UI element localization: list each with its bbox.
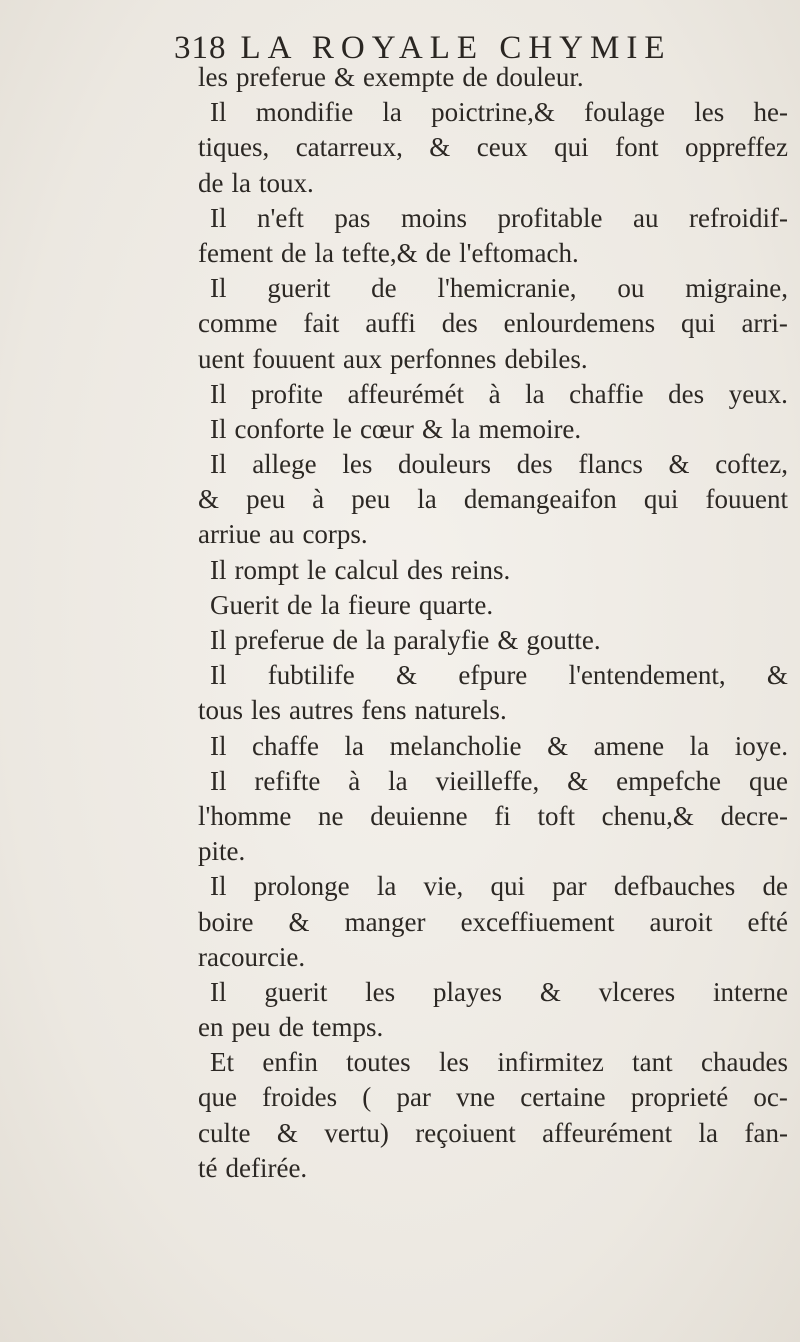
word: comme — [198, 308, 278, 339]
word: & — [396, 660, 418, 691]
word: autres — [289, 695, 354, 726]
word: ne — [318, 800, 344, 831]
word: temps. — [311, 1012, 384, 1043]
word: fieure — [347, 589, 411, 620]
word: vlceres — [598, 976, 676, 1007]
word: empefche — [616, 765, 722, 796]
word: les — [342, 449, 373, 480]
word: affeurémét — [347, 378, 465, 409]
word: la — [388, 765, 408, 796]
word: debiles. — [504, 343, 588, 374]
word: goutte. — [526, 625, 601, 655]
word: de — [462, 62, 488, 92]
word: fouuent — [705, 484, 788, 515]
word: fubtilife — [267, 660, 355, 691]
word: peu — [246, 484, 286, 515]
word: tous — [198, 695, 244, 726]
word: chaffie — [569, 378, 644, 409]
word: tefte,& — [341, 237, 418, 268]
word: deuienne — [370, 800, 468, 831]
word: conforte — [234, 413, 325, 444]
word: allege — [252, 449, 317, 480]
word: des — [668, 378, 705, 409]
word: fens — [361, 695, 407, 726]
word: les — [439, 1047, 470, 1078]
word: l'homme — [198, 800, 292, 831]
word: qui — [554, 132, 589, 163]
text-line — [198, 693, 788, 728]
word: poictrine,& — [431, 97, 555, 128]
text-line — [198, 623, 788, 658]
word: corps. — [302, 519, 368, 550]
word: flancs — [578, 449, 643, 480]
word: douleurs — [398, 449, 492, 480]
word: ceux — [476, 132, 528, 163]
text-line — [198, 130, 788, 165]
page-number: 318 — [174, 30, 227, 66]
word: la — [376, 871, 397, 902]
word: tiques, — [198, 132, 270, 163]
text-line — [198, 271, 788, 306]
word: la — [417, 484, 437, 515]
word: toutes — [346, 1047, 411, 1078]
word: arri- — [741, 308, 788, 339]
word: de — [198, 167, 224, 198]
word: uent — [198, 343, 245, 374]
word: chaudes — [701, 1047, 788, 1078]
word: mondifie — [255, 97, 354, 128]
word: & — [429, 132, 451, 163]
text-line — [198, 482, 788, 517]
word: Il — [210, 273, 227, 304]
word: chenu,& — [601, 800, 694, 831]
word: boire — [198, 906, 254, 937]
word: de — [278, 1012, 304, 1043]
word: Et — [210, 1047, 234, 1078]
word: le — [307, 554, 327, 585]
word: au — [268, 519, 295, 550]
word: auffi — [365, 308, 416, 339]
text-line — [198, 834, 788, 869]
word: refroidif- — [689, 202, 788, 233]
word: les — [694, 97, 725, 128]
word: reçoiuent — [415, 1117, 516, 1148]
word: qui — [490, 871, 525, 902]
word: toux. — [258, 167, 314, 198]
text-line — [198, 1045, 788, 1080]
word: rompt — [234, 554, 299, 585]
word: la — [344, 730, 365, 761]
word: de — [332, 625, 358, 655]
word: vie, — [423, 871, 464, 902]
word: interne — [713, 976, 788, 1007]
text-line — [198, 975, 788, 1010]
word: à — [488, 378, 501, 409]
word: yeux. — [728, 378, 788, 409]
word: vieilleffe, — [435, 765, 540, 796]
text-line — [198, 517, 788, 552]
word: froides — [262, 1082, 338, 1113]
word: par — [396, 1082, 431, 1113]
text-line — [198, 869, 788, 904]
word: de — [762, 871, 788, 902]
text-line — [198, 764, 788, 799]
word: efté — [747, 906, 788, 937]
word: affeurément — [542, 1117, 673, 1148]
word: guerit — [267, 273, 331, 304]
word: Il — [210, 413, 227, 444]
word: Il — [210, 871, 227, 902]
word: douleur. — [495, 62, 584, 92]
word: demangeaifon — [463, 484, 617, 515]
word: des — [406, 554, 443, 585]
word: l'hemicranie, — [437, 273, 577, 304]
word: fouuent — [252, 343, 335, 374]
word: Il — [210, 625, 227, 655]
word: amene — [593, 730, 665, 761]
word: fi — [494, 800, 511, 831]
word: les — [365, 976, 396, 1007]
word: paralyfie — [393, 625, 490, 655]
word: & — [198, 484, 220, 515]
word: perfonnes — [389, 343, 497, 374]
text-line — [198, 729, 788, 764]
word: manger — [344, 906, 426, 937]
text-line — [198, 95, 788, 130]
word: culte — [198, 1117, 251, 1148]
body-text — [198, 60, 788, 1186]
word: & — [288, 906, 310, 937]
word: & — [497, 625, 519, 655]
word: foulage — [584, 97, 666, 128]
word: des — [441, 308, 478, 339]
word: prolonge — [253, 871, 350, 902]
word: la — [314, 237, 334, 268]
word: fan- — [744, 1117, 788, 1148]
word: par — [552, 871, 587, 902]
text-line — [198, 905, 788, 940]
word: la — [689, 730, 710, 761]
word: n'eft — [257, 202, 304, 233]
word: enlourdemens — [503, 308, 656, 339]
word: & — [333, 62, 355, 92]
word: l'entendement, — [568, 660, 726, 691]
word: cœur — [359, 413, 414, 444]
word: Il — [210, 202, 227, 233]
word: au — [632, 202, 659, 233]
text-line — [198, 60, 788, 95]
word: & — [421, 413, 443, 444]
word: Il — [210, 554, 227, 585]
word: infirmitez — [497, 1047, 604, 1078]
word: profitable — [497, 202, 603, 233]
word: les — [251, 695, 282, 726]
text-line — [198, 306, 788, 341]
word: que — [748, 765, 788, 796]
text-line — [198, 1010, 788, 1045]
word: tant — [632, 1047, 673, 1078]
word: coftez, — [715, 449, 788, 480]
word: la — [698, 1117, 719, 1148]
word: calcul — [334, 554, 399, 585]
word: & — [539, 976, 561, 1007]
word: catarreux, — [295, 132, 403, 163]
word: pas — [334, 202, 371, 233]
word: racourcie. — [198, 941, 306, 972]
word: oppreffez — [685, 132, 788, 163]
word: defbauches — [613, 871, 736, 902]
word: profite — [251, 378, 324, 409]
word: Il — [210, 765, 227, 796]
text-line — [198, 553, 788, 588]
word: preferue — [234, 625, 325, 655]
text-line — [198, 412, 788, 447]
word: font — [615, 132, 659, 163]
word: fait — [303, 308, 340, 339]
running-title: LA ROYALE CHYMIE — [240, 30, 672, 66]
word: playes — [433, 976, 502, 1007]
text-line — [198, 377, 788, 412]
word: exempte — [362, 62, 455, 92]
word: & — [668, 449, 690, 480]
word: migraine, — [685, 273, 788, 304]
word: Il — [210, 449, 227, 480]
word: de — [280, 237, 307, 268]
text-line — [198, 658, 788, 693]
word: Il — [210, 976, 227, 1007]
word: à — [312, 484, 325, 515]
word: ( — [362, 1082, 372, 1113]
word: he- — [753, 97, 788, 128]
word: toft — [537, 800, 575, 831]
word: vne — [456, 1082, 496, 1113]
word: la — [320, 589, 340, 620]
word: la — [365, 625, 386, 655]
text-line — [198, 447, 788, 482]
word: chaffe — [252, 730, 319, 761]
word: reins. — [450, 554, 511, 585]
word: Il — [210, 660, 227, 691]
word: & — [766, 660, 788, 691]
word: & — [567, 765, 589, 796]
word: ioye. — [734, 730, 788, 761]
word: preferue — [236, 62, 326, 92]
word: quarte. — [418, 589, 494, 620]
word: la — [525, 378, 545, 409]
word: Il — [210, 97, 227, 128]
word: moins — [400, 202, 467, 233]
word: ou — [617, 273, 645, 304]
word: exceffiuement — [460, 906, 615, 937]
text-line — [198, 236, 788, 271]
text-line — [198, 1080, 788, 1115]
word: Il — [210, 730, 227, 761]
word: qui — [643, 484, 679, 515]
word: vertu) — [324, 1117, 389, 1148]
word: peu — [231, 1012, 271, 1043]
word: enfin — [262, 1047, 318, 1078]
word: certaine — [520, 1082, 606, 1113]
word: la — [231, 167, 251, 198]
word: té — [198, 1152, 218, 1183]
word: decre- — [720, 800, 788, 831]
word: & — [547, 730, 569, 761]
text-line — [198, 940, 788, 975]
word: les — [198, 62, 228, 92]
word: la — [382, 97, 402, 128]
word: peu — [351, 484, 391, 515]
word: Guerit — [210, 589, 279, 620]
word: fement — [198, 237, 273, 268]
word: à — [348, 765, 361, 796]
text-line — [198, 1151, 788, 1186]
word: de — [425, 237, 452, 268]
word: naturels. — [414, 695, 507, 726]
word: memoire. — [478, 413, 582, 444]
word: que — [198, 1082, 237, 1113]
word: aux — [342, 343, 382, 374]
word: melancholie — [389, 730, 522, 761]
word: oc- — [753, 1082, 788, 1113]
text-line — [198, 588, 788, 623]
word: refifte — [254, 765, 321, 796]
text-line — [198, 1116, 788, 1151]
word: Il — [210, 378, 227, 409]
word: guerit — [264, 976, 328, 1007]
word: de — [371, 273, 397, 304]
word: proprieté — [630, 1082, 729, 1113]
word: & — [276, 1117, 298, 1148]
text-line — [198, 342, 788, 377]
word: la — [450, 413, 471, 444]
word: en — [198, 1012, 224, 1043]
text-line — [198, 166, 788, 201]
word: arriue — [198, 519, 261, 550]
word: de — [286, 589, 313, 620]
text-line — [198, 799, 788, 834]
word: le — [332, 413, 352, 444]
word: defirée. — [225, 1152, 308, 1183]
word: l'eftomach. — [459, 237, 579, 268]
word: auroit — [649, 906, 713, 937]
word: des — [516, 449, 553, 480]
word: efpure — [458, 660, 528, 691]
text-line — [198, 201, 788, 236]
word: pite. — [198, 836, 246, 867]
word: qui — [681, 308, 716, 339]
